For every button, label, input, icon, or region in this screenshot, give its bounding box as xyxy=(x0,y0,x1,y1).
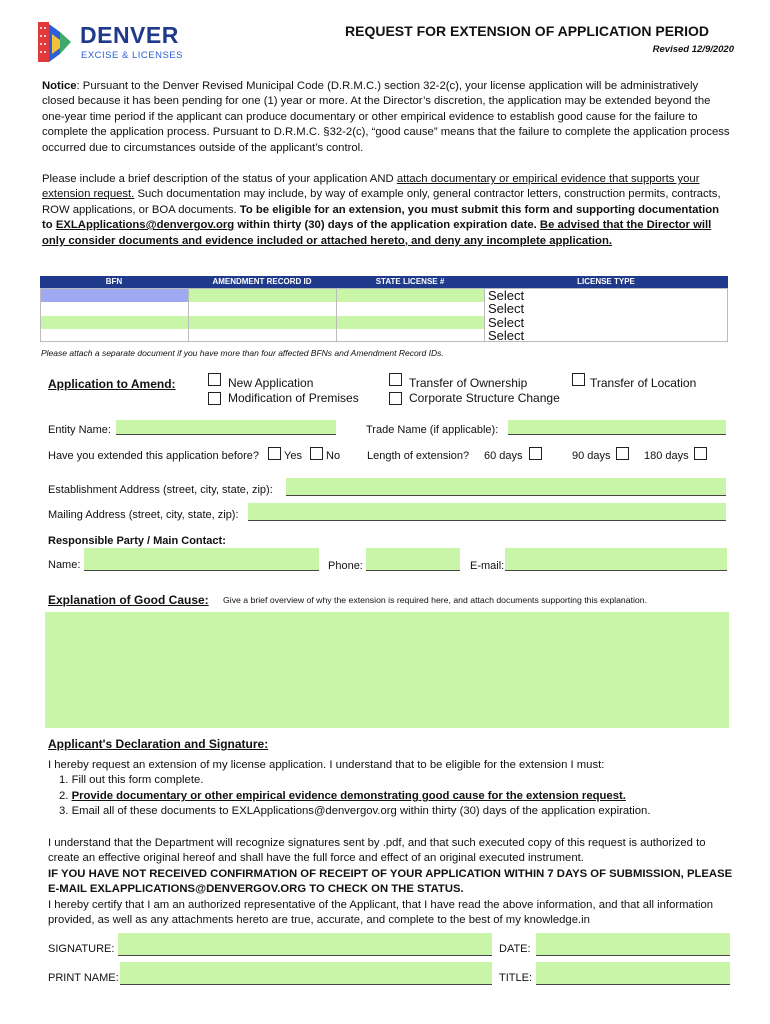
instructions-evidence: attach documentary or empirical evidence that supports your extension request. xyxy=(42,173,700,201)
transfer-ownership-checkbox[interactable] xyxy=(389,373,402,386)
col-header-state-license: STATE LICENSE # xyxy=(375,277,445,286)
declaration-item-3: 3. Email all of these documents to EXLApplications@denvergov.org within thirty (30) days of the application expiration. xyxy=(59,805,651,817)
declaration-item-3-text: Email all of these documents to EXLApplications@denvergov.org within thirty (30) days of the application expiration. xyxy=(71,805,651,817)
establishment-address-label: Establishment Address (street, city, state, zip): xyxy=(48,484,273,496)
license-type-select-1[interactable]: Select xyxy=(488,288,525,303)
extension-length-label: Length of extension? xyxy=(367,450,470,462)
col-header-amendment-id: AMENDMENT RECORD ID xyxy=(212,277,312,286)
col-header-license-type: LICENSE TYPE xyxy=(577,277,635,286)
print-name-field[interactable] xyxy=(120,962,492,985)
one-eighty-days-checkbox[interactable] xyxy=(694,447,707,460)
extended-yes-label: Yes xyxy=(284,450,302,462)
logo-mark-icon xyxy=(38,20,72,64)
declaration-item-1: 1. Fill out this form complete. xyxy=(59,774,204,786)
date-label: DATE: xyxy=(499,943,531,955)
notice-text: : Pursuant to the Denver Revised Municipal Code (D.R.M.C.) section 32-2(c), your license application will be administratively closed because it has been pending for one (1) year or more. At the Director’s discretion, the application may be extended beyond the one-year time period if the applicant can produce documentary or other empirical evidence to establish good cause for the failure to complete the application process. Pursuant to D.R.M.C. §32-2(c), “good cause” means that the failure to complete the application process occurred due to circumstances outside of the applicant’s control. xyxy=(42,80,730,154)
instructions-paragraph xyxy=(42,172,732,249)
signature-label: SIGNATURE: xyxy=(48,943,115,955)
declaration-certify-paragraph: I hereby certify that I am an authorized representative of the Applicant, that I have read the above information, and that all information provided, as well as any attachments hereto are true, accurate, and complete to the best of my knowledge.in xyxy=(48,899,714,927)
ninety-days-label: 90 days xyxy=(572,450,611,462)
contact-heading: Responsible Party / Main Contact: xyxy=(48,535,226,547)
entity-name-label: Entity Name: xyxy=(48,424,111,436)
instructions-deadline-2: within thirty (30) days of the application expiration date. xyxy=(234,219,540,232)
bfn-field-3[interactable] xyxy=(41,316,188,329)
amendment-id-field-1[interactable] xyxy=(189,289,336,302)
date-field[interactable] xyxy=(536,933,730,956)
license-type-select-4[interactable]: Select xyxy=(488,328,525,343)
instructions-warning: Be advised that the Director will only consider documents and evidence included or attached hereto, and deny any incomplete application. xyxy=(42,219,712,247)
contact-phone-field[interactable] xyxy=(366,548,460,571)
state-license-field-1[interactable] xyxy=(337,289,484,302)
modification-premises-checkbox[interactable] xyxy=(208,392,221,405)
modification-premises-label: Modification of Premises xyxy=(228,391,359,405)
transfer-location-checkbox[interactable] xyxy=(572,373,585,386)
declaration-pdf-paragraph: I understand that the Department will recognize signatures sent by .pdf, and that such executed copy of this request is authorized to create an effective original hereof and shall have the full force and effect of an original executed instrument. xyxy=(48,837,706,865)
mailing-address-label: Mailing Address (street, city, state, zip): xyxy=(48,509,239,521)
col-header-bfn: BFN xyxy=(105,277,123,286)
good-cause-heading: Explanation of Good Cause: xyxy=(48,593,209,607)
one-eighty-days-label: 180 days xyxy=(644,450,689,462)
contact-email-field[interactable] xyxy=(505,548,727,571)
corporate-structure-label: Corporate Structure Change xyxy=(409,391,560,405)
extended-yes-checkbox[interactable] xyxy=(268,447,281,460)
good-cause-hint: Give a brief overview of why the extension is required here, and attach documents supporting this explanation. xyxy=(223,595,647,605)
license-type-select-3[interactable]: Select xyxy=(488,315,525,330)
contact-name-field[interactable] xyxy=(84,548,319,571)
extended-before-label: Have you extended this application before? xyxy=(48,450,259,462)
email-link[interactable]: EXLApplications@denvergov.org xyxy=(55,219,235,232)
notice-label: Notice xyxy=(42,80,77,92)
declaration-item-2: 2. Provide documentary or other empirical evidence demonstrating good cause for the extension request. xyxy=(59,790,626,802)
contact-phone-label: Phone: xyxy=(328,560,363,572)
declaration-item-1-text: Fill out this form complete. xyxy=(71,774,204,786)
amendment-id-field-3[interactable] xyxy=(189,316,336,329)
signature-field[interactable] xyxy=(118,933,492,956)
title-label: TITLE: xyxy=(499,972,533,984)
license-type-select-2[interactable]: Select xyxy=(488,301,525,316)
state-license-field-3[interactable] xyxy=(337,316,484,329)
denver-logo xyxy=(38,20,198,66)
new-application-checkbox[interactable] xyxy=(208,373,221,386)
revised-date: Revised 12/9/2020 xyxy=(652,44,734,55)
declaration-heading: Applicant's Declaration and Signature: xyxy=(48,737,269,751)
bfn-field-1[interactable] xyxy=(41,289,188,302)
logo-subtitle: EXCISE & LICENSES xyxy=(81,50,183,61)
notice-paragraph xyxy=(42,79,732,156)
declaration-item-2-text: Provide documentary or other empirical evidence demonstrating good cause for the extension request. xyxy=(71,790,626,802)
instructions-text-1: Please include a brief description of the status of your application AND xyxy=(42,173,397,185)
instructions-text-2: Such documentation may include, by way of example only, general contractor letters, construction permits, contracts, ROW applications, or BOA documents. xyxy=(42,188,721,216)
ninety-days-checkbox[interactable] xyxy=(616,447,629,460)
sixty-days-label: 60 days xyxy=(484,450,523,462)
contact-email-label: E-mail: xyxy=(470,560,505,572)
extended-no-checkbox[interactable] xyxy=(310,447,323,460)
logo-name: DENVER xyxy=(80,22,179,48)
declaration-confirmation-warning: IF YOU HAVE NOT RECEIVED CONFIRMATION OF RECEIPT OF YOUR APPLICATION WITHIN 7 DAYS OF SUBMISSION, PLEASE E-MAIL EXLAPPLICATIONS@DENVERGOV.ORG TO CHECK ON THE STATUS. xyxy=(48,868,733,896)
establishment-address-field[interactable] xyxy=(286,478,726,496)
extended-no-label: No xyxy=(326,450,341,462)
table-divider xyxy=(484,288,485,342)
good-cause-textarea[interactable] xyxy=(45,612,729,728)
mailing-address-field[interactable] xyxy=(248,503,726,521)
form-title: REQUEST FOR EXTENSION OF APPLICATION PERIOD xyxy=(345,23,710,39)
transfer-ownership-label: Transfer of Ownership xyxy=(409,376,528,390)
sixty-days-checkbox[interactable] xyxy=(529,447,542,460)
corporate-structure-checkbox[interactable] xyxy=(389,392,402,405)
print-name-label: PRINT NAME: xyxy=(48,972,119,984)
table-note: Please attach a separate document if you have more than four affected BFNs and Amendment Record IDs. xyxy=(41,348,444,358)
entity-name-field[interactable] xyxy=(116,420,336,435)
trade-name-label: Trade Name (if applicable): xyxy=(366,424,499,436)
amend-label: Application to Amend: xyxy=(48,377,176,391)
new-application-label: New Application xyxy=(228,376,314,390)
trade-name-field[interactable] xyxy=(508,420,726,435)
title-field[interactable] xyxy=(536,962,730,985)
instructions-deadline-1: To be eligible for an extension, you must submit this form and supporting documentation to xyxy=(42,203,720,232)
declaration-intro: I hereby request an extension of my license application. I understand that to be eligible for the extension I must: xyxy=(48,759,605,771)
transfer-location-label: Transfer of Location xyxy=(590,376,697,390)
contact-name-label: Name: xyxy=(48,559,81,571)
